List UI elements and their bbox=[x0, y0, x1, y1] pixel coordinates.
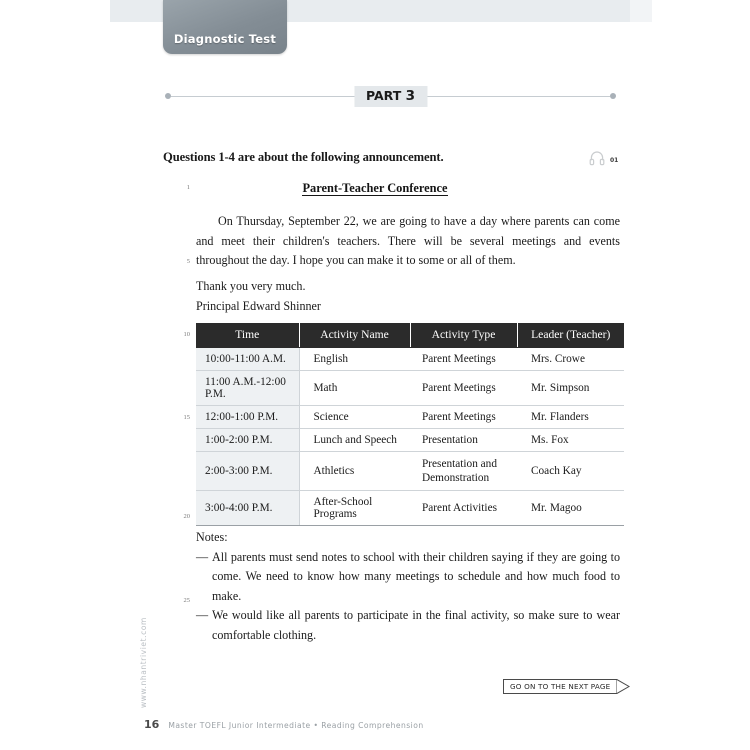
line-number-10: 10 bbox=[183, 331, 190, 338]
passage-title-text: Parent-Teacher Conference bbox=[302, 181, 448, 195]
cell-time: 2:00-3:00 P.M. bbox=[196, 452, 299, 491]
cell-activity-name: Science bbox=[299, 406, 410, 429]
column-header-time: Time bbox=[196, 323, 299, 348]
signature-line: Principal Edward Shinner bbox=[196, 298, 321, 313]
cell-activity-name: Lunch and Speech bbox=[299, 429, 410, 452]
note-item bbox=[196, 548, 620, 607]
diagnostic-test-tab-label: Diagnostic Test bbox=[173, 32, 277, 46]
passage-title bbox=[0, 181, 750, 196]
cell-activity-type: Presentation bbox=[410, 429, 517, 452]
note-item-text: We would like all parents to participate in the final activity, so make sure to wear comfortable clothing. bbox=[212, 608, 620, 642]
cell-time: 10:00-11:00 A.M. bbox=[196, 348, 299, 371]
cell-activity-type: Parent Meetings bbox=[410, 348, 517, 371]
table-row bbox=[196, 491, 624, 526]
note-item-text: All parents must send notes to school with their children saying if they are going to come. We need to know how many meetings to schedule and how much food to make. bbox=[212, 549, 620, 603]
page-footer bbox=[144, 718, 424, 731]
cell-activity-type: Presentation and Demonstration bbox=[410, 452, 517, 491]
cell-activity-name: English bbox=[299, 348, 410, 371]
notes-block bbox=[196, 528, 620, 646]
cell-activity-type: Parent Activities bbox=[410, 491, 517, 526]
table-row bbox=[196, 452, 624, 491]
cell-activity-type: Parent Meetings bbox=[410, 406, 517, 429]
cell-leader: Mrs. Crowe bbox=[517, 348, 624, 371]
table-header-row bbox=[196, 323, 624, 348]
cell-time: 3:00-4:00 P.M. bbox=[196, 491, 299, 526]
part-number: 3 bbox=[405, 88, 416, 104]
question-heading: Questions 1-4 are about the following announcement. bbox=[163, 150, 444, 164]
note-dash-icon: — bbox=[196, 608, 209, 623]
announcement-paragraph: On Thursday, September 22, we are going to have a day where parents can come and meet their children's teachers. There will be several meetings and events throughout the day. I hope you can make it to some or all of them. bbox=[196, 214, 620, 268]
table-row bbox=[196, 429, 624, 452]
table-row bbox=[196, 371, 624, 406]
line-number-25: 25 bbox=[183, 597, 190, 604]
footer-page-number: 16 bbox=[144, 718, 160, 731]
column-header-leader: Leader (Teacher) bbox=[517, 323, 624, 348]
part-label: PART bbox=[365, 88, 402, 103]
line-number-5: 5 bbox=[186, 258, 190, 265]
table-row bbox=[196, 406, 624, 429]
cell-time: 11:00 A.M.-12:00 P.M. bbox=[196, 371, 299, 406]
cell-activity-name: After-School Programs bbox=[299, 491, 410, 526]
announcement-closing bbox=[196, 277, 620, 316]
line-number-15: 15 bbox=[183, 414, 190, 421]
column-header-activity-type: Activity Type bbox=[410, 323, 517, 348]
cell-leader: Coach Kay bbox=[517, 452, 624, 491]
cell-time: 12:00-1:00 P.M. bbox=[196, 406, 299, 429]
cell-leader: Ms. Fox bbox=[517, 429, 624, 452]
footer-book-title: Master TOEFL Junior Intermediate • Reading Comprehension bbox=[168, 721, 424, 730]
arrow-right-icon bbox=[616, 679, 630, 694]
line-number-1: 1 bbox=[186, 184, 190, 191]
line-number-20: 20 bbox=[183, 513, 190, 520]
closing-line: Thank you very much. bbox=[196, 279, 306, 293]
publisher-url-vertical: www.nhantriviet.com bbox=[139, 617, 148, 708]
conference-schedule-table bbox=[196, 323, 624, 526]
table-row bbox=[196, 348, 624, 371]
audio-track-mark bbox=[588, 149, 624, 169]
notes-label: Notes: bbox=[196, 530, 228, 544]
cell-leader: Mr. Magoo bbox=[517, 491, 624, 526]
headphones-icon bbox=[588, 149, 606, 172]
cell-time: 1:00-2:00 P.M. bbox=[196, 429, 299, 452]
note-dash-icon: — bbox=[196, 549, 209, 564]
cell-activity-type: Parent Meetings bbox=[410, 371, 517, 406]
note-item bbox=[196, 606, 620, 645]
go-on-next-page-banner bbox=[503, 679, 630, 694]
column-header-activity-name: Activity Name bbox=[299, 323, 410, 348]
cell-leader: Mr. Flanders bbox=[517, 406, 624, 429]
cell-activity-name: Math bbox=[299, 371, 410, 406]
cell-leader: Mr. Simpson bbox=[517, 371, 624, 406]
go-on-next-page-label: GO ON TO THE NEXT PAGE bbox=[503, 679, 616, 694]
cell-activity-name: Athletics bbox=[299, 452, 410, 491]
audio-track-number: 01 bbox=[610, 157, 619, 164]
